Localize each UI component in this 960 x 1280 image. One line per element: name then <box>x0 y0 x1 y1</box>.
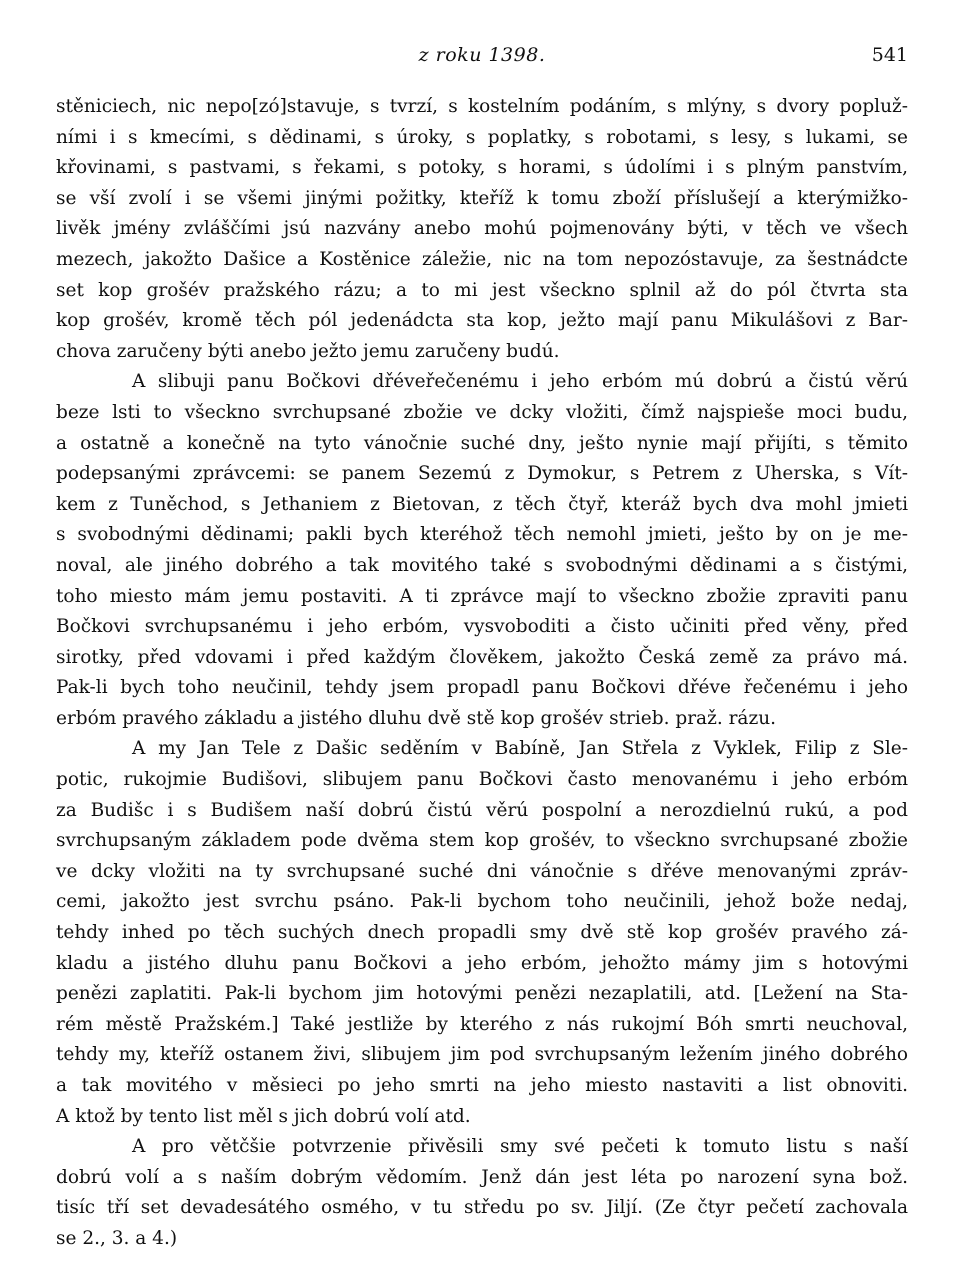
paragraph <box>56 367 908 734</box>
text-line: stěniciech, nic nepo[zó]stavuje, s tvrzí, s kostelním podáním, s mlýny, s dvory popluž- <box>56 96 908 117</box>
text-line: penězi zaplatiti. Pak-li bychom jim hotovými penězi nezaplatili, atd. [Ležení na Sta- <box>56 983 908 1005</box>
text-line: křovinami, s pastvami, s řekami, s potoky, s horami, s údolími i s plným panstvím, <box>56 157 908 179</box>
text-line: se vší zvolí i se všemi jinými požitky, kteříž k tomu zboží příslušejí a kterýmižko- <box>56 187 908 209</box>
text-line: potic, rukojmie Budišovi, slibujem panu Bočkovi často menovanému i jeho erbóm <box>56 769 908 791</box>
text-line: A slibuji panu Bočkovi dřéveřečenému i jeho erbóm mú dobrú a čistú věrú <box>132 371 908 393</box>
text-line: set kop grošév pražského rázu; a to mi jest všeckno splnil až do pól čtvrta sta <box>56 279 908 301</box>
paragraph <box>56 1132 908 1254</box>
text-line: A my Jan Tele z Dašic seděním v Babíně, Jan Střela z Vyklek, Filip z Sle- <box>132 738 908 760</box>
text-line: se 2., 3. a 4.) <box>56 1227 178 1249</box>
text-line: a ostatně a konečně na tyto vánočnie suché dny, ješto nynie mají přijíti, s těmito <box>56 432 908 454</box>
text-line: tehdy my, kteříž ostanem živi, slibujem jim pod svrchupsaným ležením jiného dobrého <box>56 1044 908 1066</box>
text-line: a tak movitého v měsieci po jeho smrti na jeho miesto nastaviti a list obnoviti. <box>56 1075 908 1096</box>
text-line: ve dcky vložiti na ty svrchupsané suché dni vánočnie s dřéve menovanými zpráv- <box>56 860 908 882</box>
text-line: tehdy inhed po těch suchých dnech propadli smy dvě stě kop grošév pravého zá- <box>56 922 908 944</box>
text-line: erbóm pravého základu a jistého dluhu dvě stě kop grošév strieb. praž. rázu. <box>56 707 777 729</box>
text-line: A pro větčšie potvrzenie přivěsili smy své pečeti k tomuto listu s naší <box>132 1136 908 1158</box>
page-number: 541 <box>871 44 908 66</box>
text-line: s svobodnými dědinami; pakli bych kteréhož těch nemohl jmieti, ješto by on je me- <box>56 524 908 546</box>
text-line: dobrú volí a s naším dobrým vědomím. Jenž dán jest léta po narození syna bož. <box>56 1166 908 1188</box>
document-page <box>56 40 908 1255</box>
text-line: A ktož by tento list měl s jich dobrú volí atd. <box>56 1105 471 1127</box>
paragraph <box>56 734 908 1132</box>
paragraph <box>56 92 908 367</box>
text-line: kop grošév, kromě těch pól jedenádcta sta kop, ježto mají panu Mikulášovi z Bar- <box>56 310 908 332</box>
text-line: mezech, jakožto Dašice a Kostěnice záležie, nic na tom nepozóstavuje, za šestnádcte <box>56 248 908 270</box>
text-line: beze lsti to všeckno svrchupsané zbožie ve dcky vložiti, čímž najspieše moci budu, <box>56 401 908 423</box>
text-line: kem z Tuněchod, s Jethaniem z Bietovan, z těch čtyř, kteráž bych dva mohl jmieti <box>56 493 908 515</box>
text-line: ními i s kmecími, s dědinami, s úroky, s poplatky, s robotami, s lesy, s lukami, se <box>56 126 908 148</box>
text-line: toho miesto mám jemu postaviti. A ti zprávce mají to všeckno zbožie zpraviti panu <box>56 585 908 607</box>
text-line: tisíc tří set devadesátého osmého, v tu středu po sv. Jiljí. (Ze čtyr pečetí zachovala <box>56 1197 908 1219</box>
text-line: chova zaručeny býti anebo ježto jemu zaručeny budú. <box>56 340 560 362</box>
text-line: svrchupsaným základem pode dvěma stem kop grošév, to všeckno svrchupsané zbožie <box>56 830 908 852</box>
running-title: z roku 1398. <box>418 44 546 66</box>
text-line: noval, ale jiného dobrého a tak movitého také s svobodnými dědinami a s čistými, <box>56 554 908 576</box>
text-line: sirotky, před vdovami i před každým člověkem, jakožto Česká země za právo má. <box>56 646 908 668</box>
text-line: cemi, jakožto jest svrchu psáno. Pak-li bychom toho neučinili, jehož bože nedaj, <box>56 891 908 913</box>
page-header <box>56 40 908 80</box>
text-line: rém městě Pražském.] Také jestliže by kterého z nás rukojmí Bóh smrti neuchoval, <box>56 1013 908 1035</box>
text-line: Bočkovi svrchupsanému i jeho erbóm, vysvoboditi a čisto učiniti před věny, před <box>56 616 908 638</box>
text-line: za Budišc i s Budišem naší dobrú čistú věrú pospolní a nerozdielnú rukú, a pod <box>56 799 908 821</box>
text-line: Pak-li bych toho neučinil, tehdy jsem propadl panu Bočkovi dřéve řečenému i jeho <box>56 677 908 699</box>
body-text <box>56 92 908 1255</box>
text-line: podepsanými zprávcemi: se panem Sezemú z Dymokur, s Petrem z Uherska, s Vít- <box>56 463 908 485</box>
text-line: kladu a jistého dluhu panu Bočkovi a jeho erbóm, jehožto mámy jim s hotovými <box>56 952 908 974</box>
text-line: livěk jmény zvláščími jsú nazvány anebo mohú pojmenovány býti, v těch ve všech <box>56 218 908 240</box>
